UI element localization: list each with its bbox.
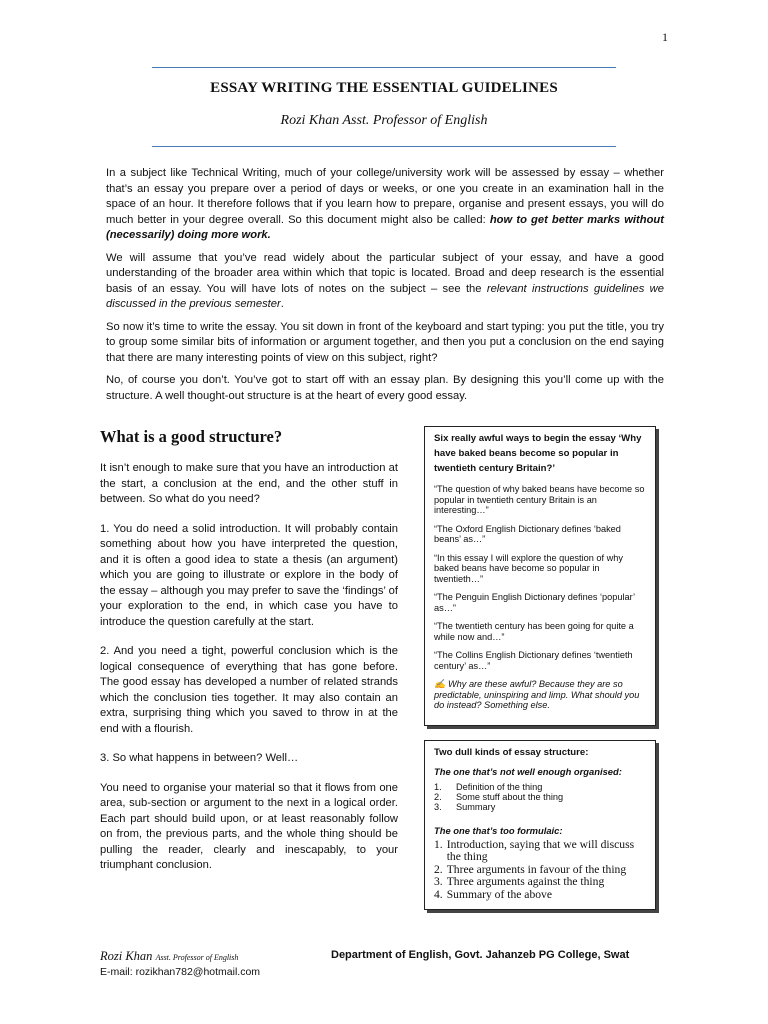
intro-paragraph-2-text: We will assume that you’ve read widely about the particular subject of your essay, and have a good understanding of the broader area within which that topic is located. Broad and deep research is the essential basis of an essay. You will have lots of notes on the subject – see the	[106, 251, 664, 295]
list-item-number: 1.	[434, 782, 442, 792]
list-item-text: Definition of the thing	[456, 782, 543, 792]
footer-signature	[100, 949, 238, 964]
footer-email: E-mail: rozikhan782@hotmail.com	[100, 966, 261, 978]
structure-section	[100, 427, 398, 888]
structure-paragraph-4: 3. So what happens in between? Well…	[100, 752, 299, 764]
awful-quote: “In this essay I will explore the question of why baked beans have become so popular in twentieth…”	[434, 552, 623, 584]
list-item-number: 1.	[434, 837, 443, 851]
header-rule-bottom	[152, 146, 616, 147]
formulaic-subheading: The one that’s too formulaic:	[434, 824, 563, 836]
structure-paragraph-1: It isn’t enough to make sure that you have an introduction at the start, a conclusion at the end, and the other stuff in between. So what do you need?	[100, 462, 398, 505]
intro-paragraph-1	[106, 166, 664, 244]
list-item-text: Summary of the above	[446, 887, 552, 901]
list-item	[434, 792, 647, 802]
disorganised-list	[434, 782, 647, 813]
structure-paragraph-2: 1. You do need a solid introduction. It will probably contain something about how you have interpreted the question, and it is often a good idea to state a thesis (an argument) which you are going to illustrate or explore in the body of the essay – although you may prefer to save the ‘findings’ of your exploration to the end, in which case you have to introduce the question carefully at the start.	[100, 522, 398, 628]
awful-quote: “The Oxford English Dictionary defines ‘baked beans’ as…”	[434, 523, 621, 544]
list-item-text: Three arguments against the thing	[446, 875, 605, 889]
section-heading: What is a good structure?	[100, 427, 283, 446]
intro-paragraph-4: No, of course you don’t. You’ve got to start off with an essay plan. By designing this you’ll come up with the structure. A well thought-out structure is at the heart of every good essay.	[106, 374, 664, 402]
awful-note-text: Why are these awful? Because they are so predictable, uninspiring and limp. What should you do instead? Something else.	[434, 679, 640, 710]
intro-paragraph-2-italic: relevant instructions guidelines we discussed in the previous semester	[106, 282, 664, 310]
awful-beginnings-heading: Six really awful ways to begin the essay ‘Why have baked beans become so popular in twentieth century Britain?’	[434, 433, 642, 474]
dull-structures-box	[424, 740, 656, 910]
intro-section	[106, 166, 664, 411]
formulaic-list	[434, 839, 647, 902]
pencil-icon: ✍	[434, 679, 446, 689]
document-title: ESSAY WRITING THE ESSENTIAL GUIDELINES	[210, 80, 558, 96]
footer-department: Department of English, Govt. Jahanzeb PG College, Swat	[331, 949, 630, 961]
list-item-text: Introduction, saying that we will discuss the thing	[446, 837, 635, 864]
awful-quote: “The twentieth century has been going for quite a while now and…”	[434, 621, 634, 642]
awful-quote: “The question of why baked beans have become so popular in twentieth century Britain is an interesting…”	[434, 484, 645, 515]
awful-note	[434, 679, 647, 711]
footer-signature-name: Rozi Khan	[100, 949, 153, 963]
dull-structures-heading: Two dull kinds of essay structure:	[434, 747, 589, 758]
list-item-text: Three arguments in favour of the thing	[446, 862, 627, 876]
intro-paragraph-2-end: .	[280, 298, 284, 310]
intro-paragraph-2	[106, 251, 664, 313]
awful-beginnings-box	[424, 426, 656, 726]
list-item-number: 3.	[434, 875, 443, 889]
list-item-number: 2.	[434, 862, 443, 876]
structure-paragraph-5: You need to organise your material so that it flows from one area, sub-section or argument to the next in a logical order. Each part should build upon, or at least reasonably follow on from, the previous parts, and the whole thing should be pulling the reader, clearly and inescapably, to your triumphant conclusion.	[100, 781, 398, 871]
awful-quote: “The Penguin English Dictionary defines ‘popular’ as…”	[434, 592, 635, 613]
list-item-number: 2.	[434, 792, 442, 803]
author-line: Rozi Khan Asst. Professor of English	[280, 113, 488, 128]
list-item-number: 4.	[434, 887, 443, 901]
list-item-text: Some stuff about the thing	[456, 792, 564, 803]
disorganised-subheading: The one that’s not well enough organised:	[434, 766, 622, 777]
intro-paragraph-1-text: In a subject like Technical Writing, much of your college/university work will be assessed by essay – whether that’s an essay you prepare over a period of days or weeks, or one you create in an examination hall in the space of an hour. It therefore follows that if you learn how to prepare, organise and present essays, you will do much better in your degree overall. So this document might also be called:	[106, 167, 664, 226]
footer-signature-title: Asst. Professor of English	[155, 953, 239, 962]
page-number: 1	[662, 30, 668, 44]
intro-paragraph-1-emphasis: how to get better marks without (necessarily) doing more work.	[106, 213, 664, 241]
list-item	[434, 802, 647, 812]
list-item	[434, 782, 647, 792]
awful-quote: “The Collins English Dictionary defines ‘twentieth century’ as…”	[434, 650, 633, 671]
header-rule-top	[152, 67, 616, 68]
list-item	[434, 839, 647, 864]
list-item-number: 3.	[434, 802, 442, 813]
list-item	[434, 889, 647, 902]
intro-paragraph-3: So now it’s time to write the essay. You sit down in front of the keyboard and start typing: you put the title, you try to group some similar bits of information or argument together, and then you put a conclusion on the end saying that there are many interesting points of view on this subject, right?	[106, 320, 664, 364]
list-item-text: Summary	[456, 802, 496, 813]
structure-paragraph-3: 2. And you need a tight, powerful conclusion which is the logical consequence of everything that has gone before. The good essay has developed a number of related strands which the conclusion ties together. It may also contain an extra, surprising thing which you saved to throw in at the end with a flourish.	[100, 645, 398, 735]
